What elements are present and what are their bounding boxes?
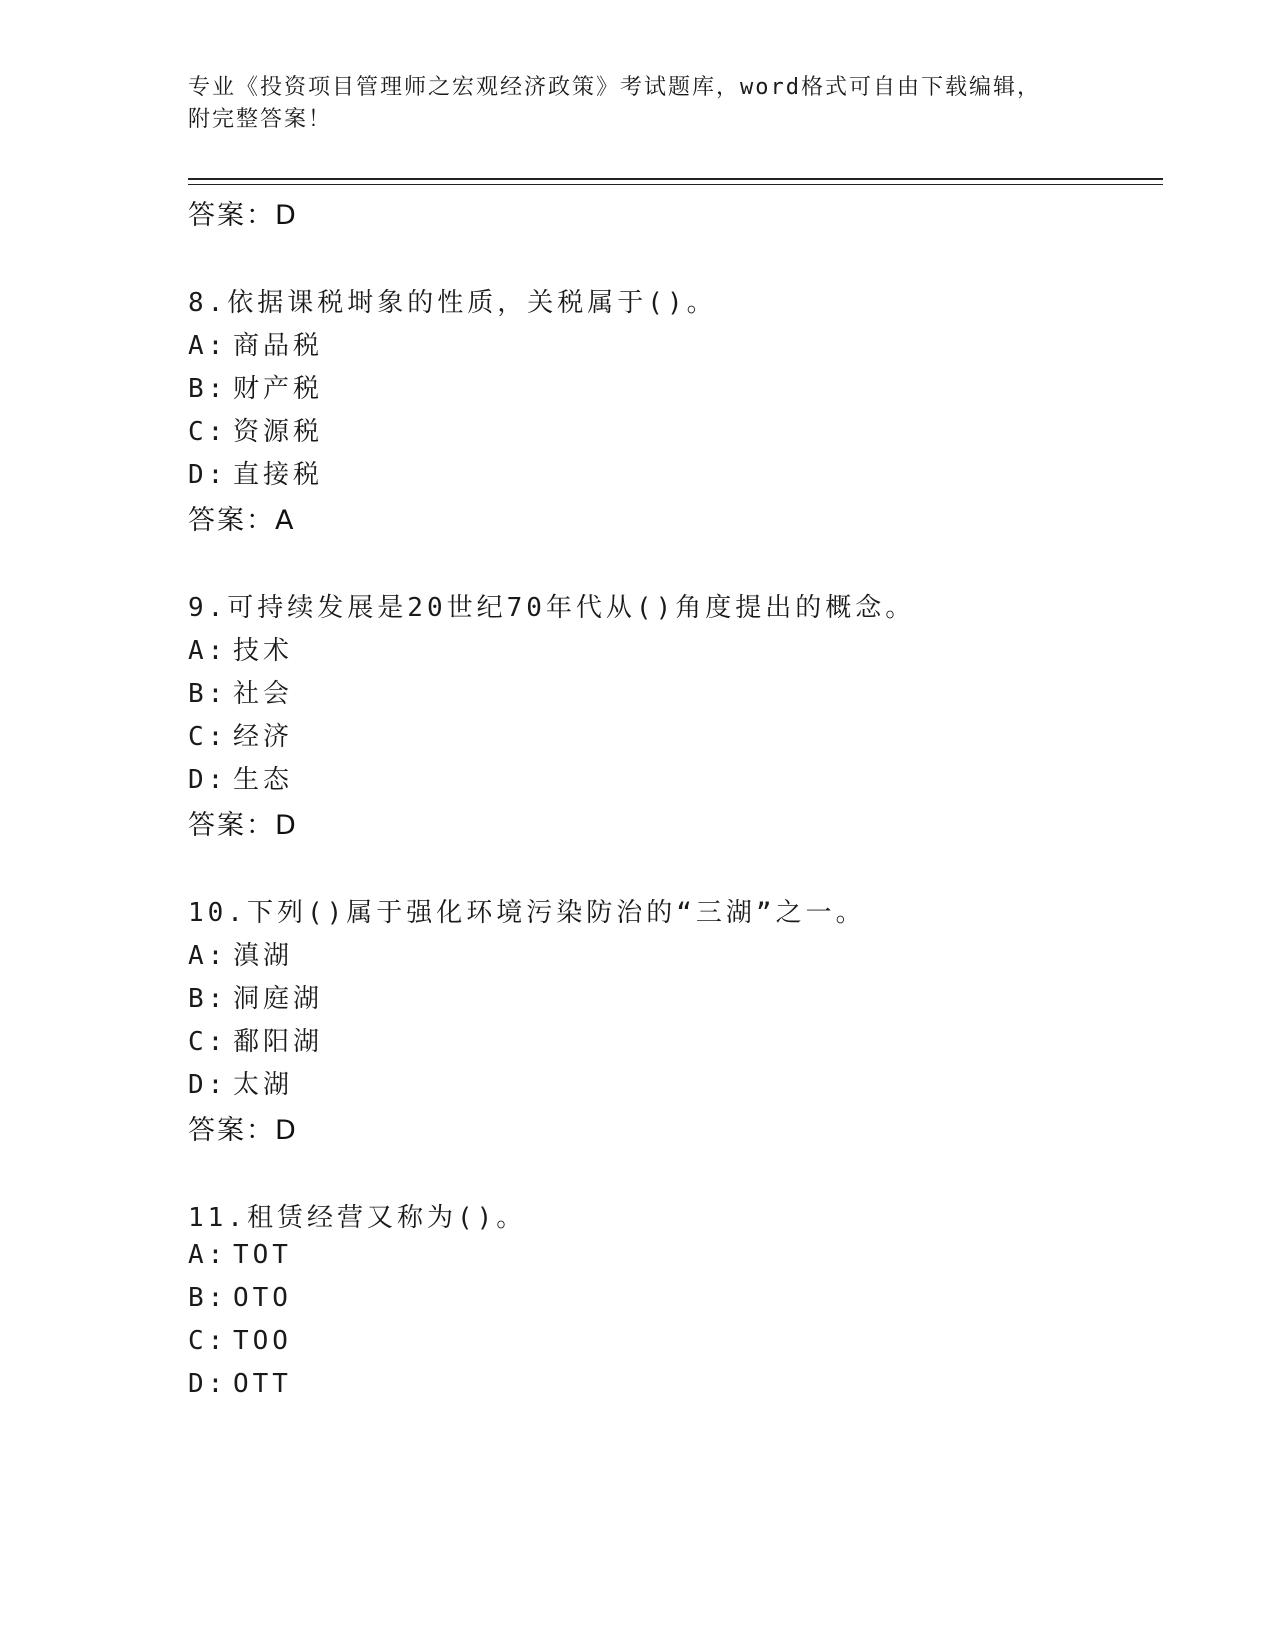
option-label: B:	[188, 1283, 228, 1313]
option-line	[188, 411, 323, 448]
option-text: 技术	[233, 636, 294, 666]
option-label: B:	[188, 679, 228, 709]
option-text: 太湖	[233, 1070, 294, 1100]
option-label: A:	[188, 941, 228, 971]
option-line	[188, 1326, 292, 1356]
answer-line: 答案：D	[188, 810, 298, 841]
option-label: D:	[188, 765, 228, 795]
option-line	[188, 1369, 292, 1399]
option-line	[188, 454, 323, 491]
question-stem: 10.下列()属于强化环境污染防治的“三湖”之一。	[188, 898, 866, 928]
question-stem: 11.租赁经营又称为()。	[188, 1203, 527, 1233]
option-text: 直接税	[233, 460, 324, 490]
option-text: 社会	[233, 679, 294, 709]
answer-line: 答案：A	[188, 505, 296, 536]
option-line	[188, 673, 293, 710]
option-label: B:	[188, 374, 228, 404]
answer-line: 答案：D	[188, 1115, 298, 1146]
option-line	[188, 325, 323, 362]
option-label: C:	[188, 1027, 228, 1057]
option-label: D:	[188, 460, 228, 490]
option-text: TOO	[233, 1326, 292, 1356]
header-divider-thick	[188, 178, 1163, 180]
option-line	[188, 759, 293, 796]
option-label: A:	[188, 331, 228, 361]
option-label: B:	[188, 984, 228, 1014]
question-stem: 8.依据课税埘象的性质，关税属于()。	[188, 288, 717, 318]
option-text: 滇湖	[233, 941, 294, 971]
option-text: 生态	[233, 765, 294, 795]
option-text: 经济	[233, 722, 294, 752]
option-line	[188, 1240, 292, 1270]
option-label: D:	[188, 1369, 228, 1399]
option-label: A:	[188, 1240, 228, 1270]
option-text: 财产税	[233, 374, 324, 404]
header-line-1: 专业《投资项目管理师之宏观经济政策》考试题库，word格式可自由下载编辑，	[188, 75, 1041, 100]
option-text: 商品税	[233, 331, 324, 361]
header-divider-thin	[188, 184, 1163, 185]
option-line	[188, 1283, 292, 1313]
header-line-2: 附完整答案！	[188, 107, 333, 132]
option-line	[188, 368, 323, 405]
option-label: C:	[188, 722, 228, 752]
document-header	[188, 72, 1088, 136]
option-text: 鄱阳湖	[233, 1027, 324, 1057]
question-stem: 9.可持续发展是20世纪70年代从()角度提出的概念。	[188, 593, 916, 623]
option-line	[188, 1021, 323, 1058]
option-line	[188, 935, 293, 972]
option-line	[188, 716, 293, 753]
option-label: D:	[188, 1070, 228, 1100]
option-text: TOT	[233, 1240, 292, 1270]
option-line	[188, 1064, 293, 1101]
option-label: C:	[188, 417, 228, 447]
option-label: A:	[188, 636, 228, 666]
option-text: 资源税	[233, 417, 324, 447]
option-text: OTT	[233, 1369, 292, 1399]
option-line	[188, 630, 293, 667]
option-label: C:	[188, 1326, 228, 1356]
option-text: 洞庭湖	[233, 984, 324, 1014]
option-line	[188, 978, 323, 1015]
option-text: OTO	[233, 1283, 292, 1313]
answer-line: 答案：D	[188, 200, 298, 231]
